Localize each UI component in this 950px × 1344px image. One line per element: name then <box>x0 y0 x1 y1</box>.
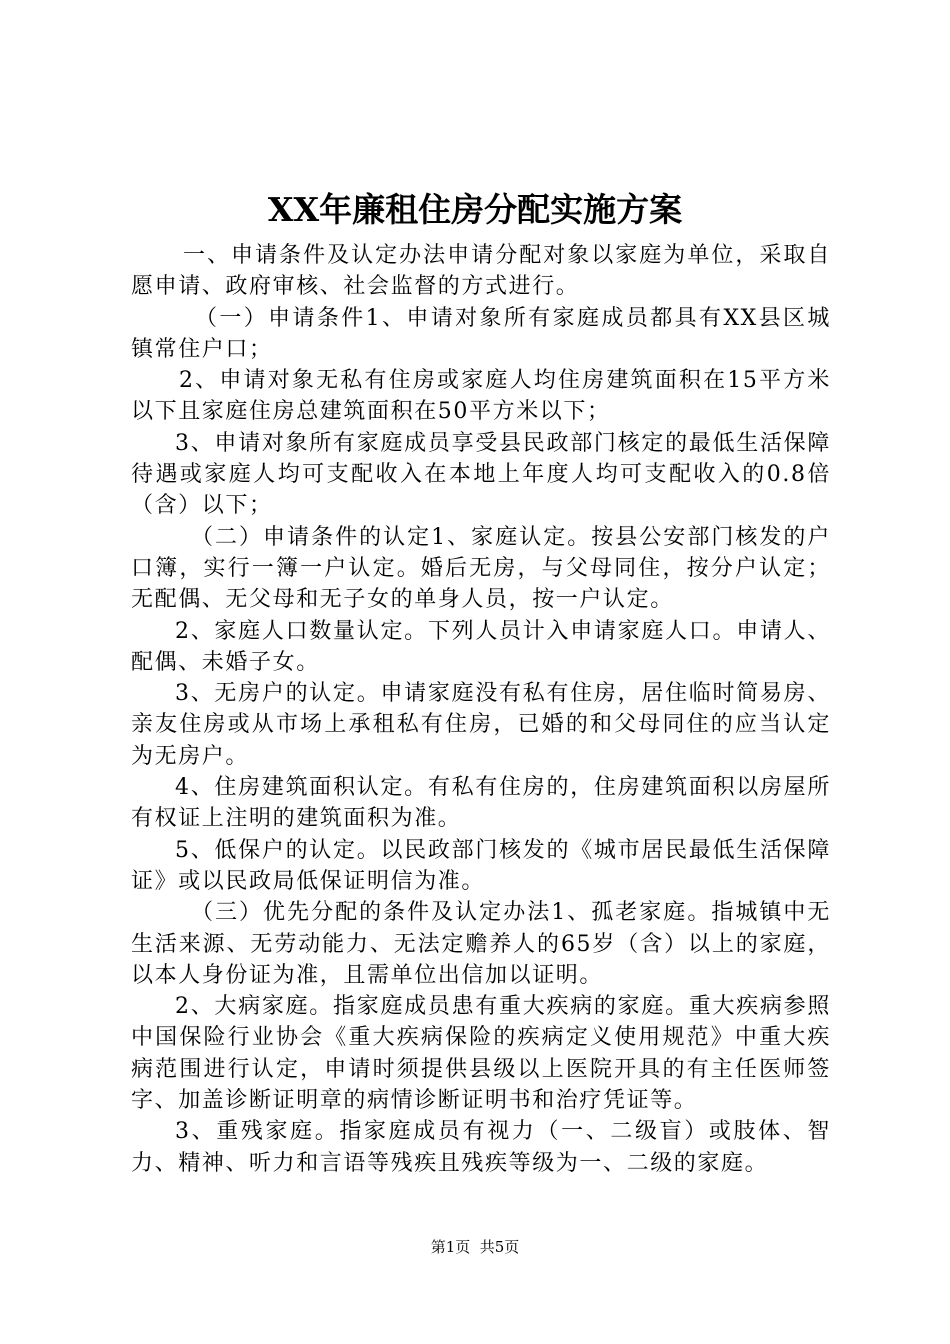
document-body <box>131 240 831 1179</box>
document-title: XX年廉租住房分配实施方案 <box>267 190 683 229</box>
paragraph-10: （三）优先分配的条件及认定办法1、孤老家庭。指城镇中无生活来源、无劳动能力、无法定赡养人的65岁（含）以上的家庭，以本人身份证为准，且需单位出信加以证明。 <box>131 900 831 988</box>
paragraph-5: （二）申请条件的认定1、家庭认定。按县公安部门核发的户口簿，实行一簿一户认定。婚后无房，与父母同住，按分户认定；无配偶、无父母和无子女的单身人员，按一户认定。 <box>131 524 831 613</box>
paragraph-12: 3、重残家庭。指家庭成员有视力（一、二级盲）或肢体、智力、精神、听力和言语等残疾且残疾等级为一、二级的家庭。 <box>131 1119 831 1176</box>
paragraph-3: 2、申请对象无私有住房或家庭人均住房建筑面积在15平方米以下且家庭住房总建筑面积在50平方米以下； <box>131 368 831 425</box>
paragraph-2: （一）申请条件1、申请对象所有家庭成员都具有XX县区城镇常住户口； <box>131 305 831 362</box>
page-number-label: 第1页 共5页 <box>430 1238 520 1256</box>
paragraph-8: 4、住房建筑面积认定。有私有住房的，住房建筑面积以房屋所有权证上注明的建筑面积为准。 <box>131 775 831 832</box>
paragraph-11: 2、大病家庭。指家庭成员患有重大疾病的家庭。重大疾病参照中国保险行业协会《重大疾病保险的疾病定义使用规范》中重大疾病范围进行认定，申请时须提供县级以上医院开具的有主任医师签字、加盖诊断证明章的病情诊断证明书和治疗凭证等。 <box>131 994 831 1114</box>
paragraph-4: 3、申请对象所有家庭成员享受县民政部门核定的最低生活保障待遇或家庭人均可支配收入在本地上年度人均可支配收入的0.8倍（含）以下； <box>131 430 831 519</box>
paragraph-7: 3、无房户的认定。申请家庭没有私有住房，居住临时简易房、亲友住房或从市场上承租私有住房，已婚的和父母同住的应当认定为无房户。 <box>131 681 831 769</box>
paragraph-1: 一、申请条件及认定办法申请分配对象以家庭为单位，采取自愿申请、政府审核、社会监督的方式进行。 <box>131 243 831 300</box>
page-footer <box>0 1237 950 1257</box>
paragraph-9: 5、低保户的认定。以民政部门核发的《城市居民最低生活保障证》或以民政局低保证明信为准。 <box>131 837 831 894</box>
paragraph-6: 2、家庭人口数量认定。下列人员计入申请家庭人口。申请人、配偶、未婚子女。 <box>131 618 831 675</box>
